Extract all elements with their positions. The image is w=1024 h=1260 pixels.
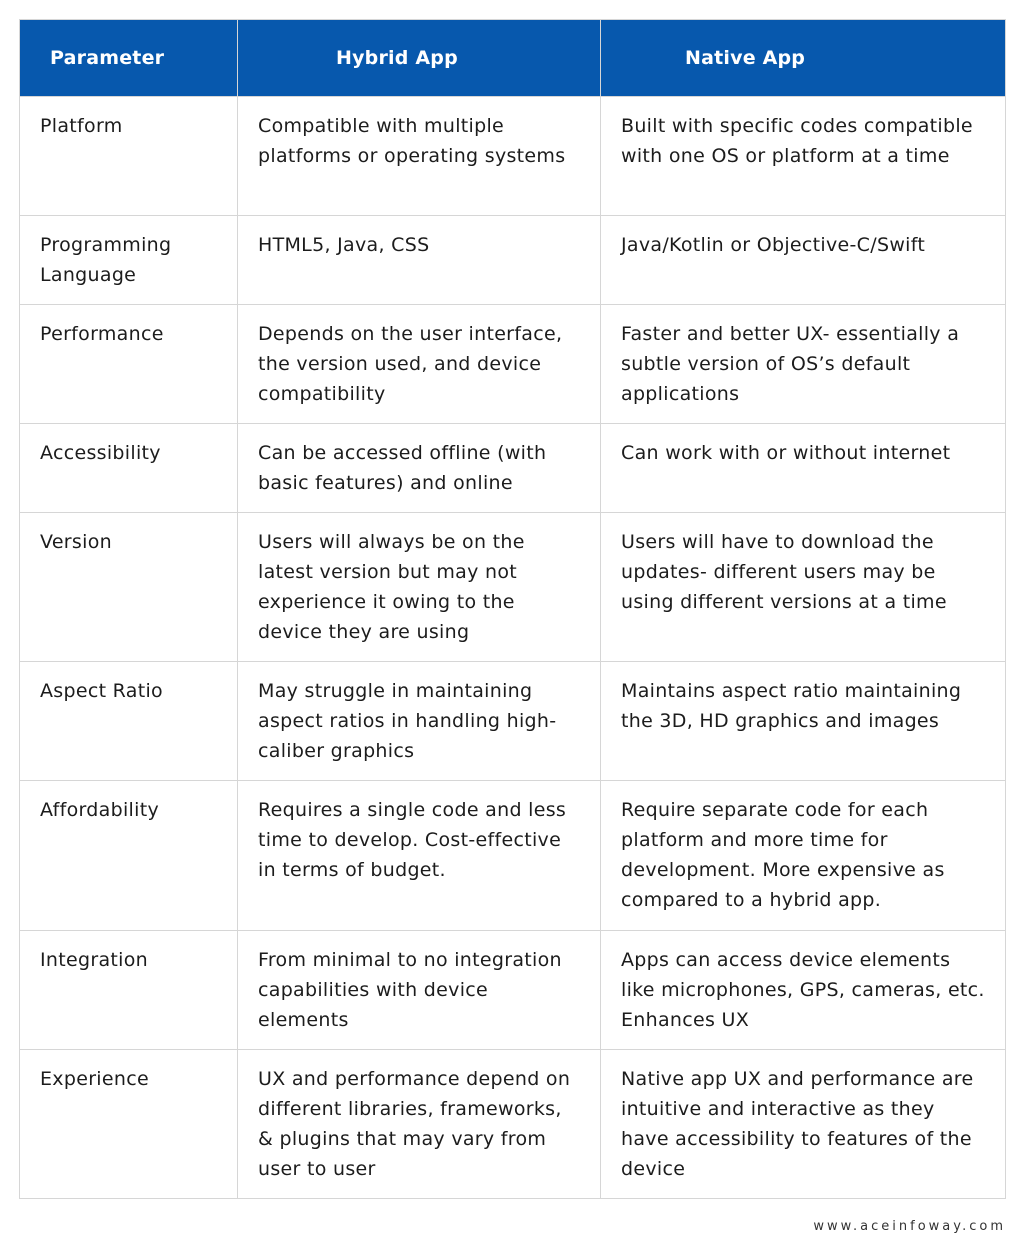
parameter-cell: Performance	[20, 305, 238, 424]
parameter-cell: Programming Language	[20, 216, 238, 305]
table-row	[20, 931, 1006, 1050]
table-row	[20, 513, 1006, 662]
hybrid-cell: UX and performance depend on different libraries, frameworks, & plugins that may vary from user to user	[238, 1050, 601, 1199]
parameter-cell: Integration	[20, 931, 238, 1050]
native-cell: Java/Kotlin or Objective-C/Swift	[601, 216, 1006, 305]
table-row	[20, 781, 1006, 931]
parameter-cell: Platform	[20, 97, 238, 216]
table-row	[20, 216, 1006, 305]
table-row	[20, 424, 1006, 513]
parameter-cell: Aspect Ratio	[20, 662, 238, 781]
table-row	[20, 305, 1006, 424]
hybrid-cell: From minimal to no integration capabilities with device elements	[238, 931, 601, 1050]
native-cell: Apps can access device elements like microphones, GPS, cameras, etc. Enhances UX	[601, 931, 1006, 1050]
table-row	[20, 97, 1006, 216]
native-cell: Can work with or without internet	[601, 424, 1006, 513]
native-cell: Native app UX and performance are intuitive and interactive as they have accessibility to features of the device	[601, 1050, 1006, 1199]
native-cell: Maintains aspect ratio maintaining the 3D, HD graphics and images	[601, 662, 1006, 781]
table-row	[20, 1050, 1006, 1199]
table-row	[20, 662, 1006, 781]
native-cell: Require separate code for each platform and more time for development. More expensive as compared to a hybrid app.	[601, 781, 1006, 931]
hybrid-cell: Can be accessed offline (with basic features) and online	[238, 424, 601, 513]
parameter-cell: Version	[20, 513, 238, 662]
hybrid-cell: Users will always be on the latest version but may not experience it owing to the device they are using	[238, 513, 601, 662]
footer-website-url: www.aceinfoway.com	[813, 1219, 1006, 1234]
native-cell: Faster and better UX- essentially a subtle version of OS’s default applications	[601, 305, 1006, 424]
hybrid-cell: May struggle in maintaining aspect ratios in handling high-caliber graphics	[238, 662, 601, 781]
header-parameter: Parameter	[20, 20, 238, 97]
hybrid-cell: Compatible with multiple platforms or operating systems	[238, 97, 601, 216]
parameter-cell: Accessibility	[20, 424, 238, 513]
header-row	[20, 20, 1006, 97]
hybrid-cell: Depends on the user interface, the version used, and device compatibility	[238, 305, 601, 424]
native-cell: Users will have to download the updates- different users may be using different versions at a time	[601, 513, 1006, 662]
hybrid-cell: HTML5, Java, CSS	[238, 216, 601, 305]
parameter-cell: Affordability	[20, 781, 238, 931]
header-hybrid-app: Hybrid App	[238, 20, 601, 97]
comparison-table	[19, 19, 1006, 1199]
header-native-app: Native App	[601, 20, 1006, 97]
native-cell: Built with specific codes compatible with one OS or platform at a time	[601, 97, 1006, 216]
parameter-cell: Experience	[20, 1050, 238, 1199]
hybrid-cell: Requires a single code and less time to develop. Cost-effective in terms of budget.	[238, 781, 601, 931]
